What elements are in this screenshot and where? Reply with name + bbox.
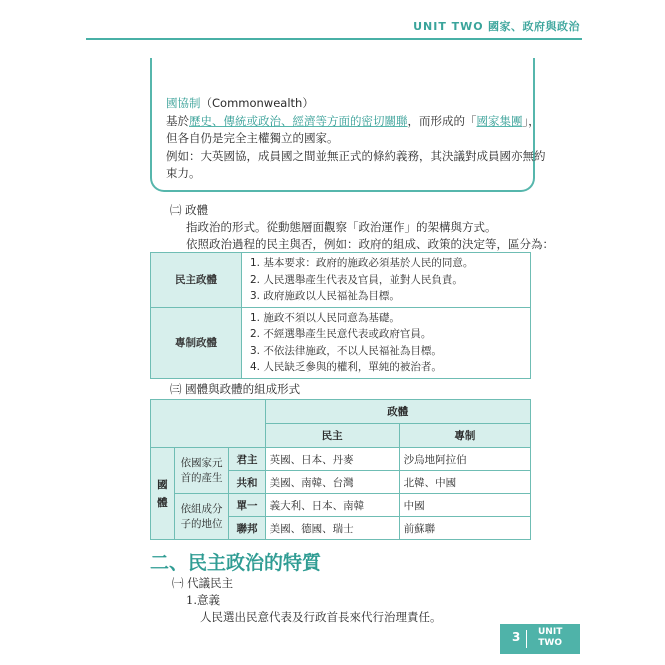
definition-text: 」， (522, 114, 540, 128)
cell-autocracy: 前蘇聯 (399, 517, 530, 540)
table-corner (151, 400, 266, 448)
group-member-status: 依組成分子的地位 (174, 494, 229, 540)
section-3-title: 國體與政體的組成形式 (185, 382, 301, 396)
definition-highlight-2: 國家集團 (476, 114, 523, 128)
definition-line-3: 例如：大英國協，成員國之間並無正式的條約義務，其決議對成員國亦無約 (166, 149, 546, 163)
side-label-state-form: 國體 (151, 448, 175, 540)
definition-term: 國協制 (166, 96, 201, 110)
forms-table (150, 399, 531, 540)
table-row (151, 494, 531, 517)
definition-line-2: 但各自仍是完全主權獨立的國家。 (166, 131, 339, 145)
header-democracy: 民主 (265, 424, 399, 448)
type-monarchy: 君主 (229, 448, 265, 471)
list-item: 1. 基本要求：政府的施政必須基於人民的同意。 (250, 257, 474, 269)
regime-items-autocracy (242, 307, 531, 378)
cell-democracy: 義大利、日本、南韓 (265, 494, 399, 517)
section-2-title: 政體 (185, 203, 209, 217)
regime-table (150, 252, 531, 379)
definition-term-en: （Commonwealth） (200, 96, 314, 110)
table-row (151, 400, 531, 424)
subsection-marker: ㈠ (172, 576, 184, 590)
page-tab-divider (526, 630, 527, 648)
section-2-heading (170, 202, 208, 218)
regime-label-autocracy: 專制政體 (151, 307, 242, 378)
page-tab-unit-line-1: UNIT (538, 627, 563, 637)
header-rule (86, 38, 582, 40)
cell-autocracy: 北韓、中國 (399, 471, 530, 494)
list-item: 2. 人民選舉產生代表及官員，並對人民負責。 (250, 273, 463, 286)
table-row (151, 253, 531, 308)
list-item: 2. 不經選舉產生民意代表或政府官員。 (250, 328, 432, 340)
type-unitary: 單一 (229, 494, 265, 517)
chapter-title: 國家、政府與政治 (488, 20, 580, 33)
definition-highlight: 歷史、傳統或政治、經濟等方面的密切關聯 (189, 114, 408, 128)
table-row (151, 448, 531, 471)
page-number: 3 (512, 630, 521, 644)
definition-text: ，而形成的「 (407, 114, 477, 128)
list-item: 3. 不依法律施政，不以人民福祉為目標。 (250, 344, 442, 357)
subsection-heading (172, 575, 233, 591)
list-item: 3. 政府施政以人民福祉為目標。 (250, 290, 400, 302)
regime-label-democracy: 民主政體 (151, 253, 242, 308)
section-2-marker: ㈡ (170, 203, 182, 217)
subsection-title: 代議民主 (187, 576, 234, 590)
section-heading: 二、民主政治的特質 (150, 552, 322, 574)
running-header (380, 18, 580, 34)
type-federal: 聯邦 (229, 517, 265, 540)
page-tab (500, 624, 580, 654)
page-tab-unit-line-2: TWO (538, 638, 563, 648)
definition-line-1 (166, 112, 540, 130)
regime-items-democracy (242, 253, 531, 308)
page-tab-unit (538, 627, 562, 649)
group-head-of-state: 依國家元首的產生 (174, 448, 229, 494)
table-row (151, 307, 531, 378)
list-item: 4. 人民缺乏參與的權利，單純的被治者。 (250, 361, 442, 373)
definition-term-line (166, 94, 314, 112)
list-item: 1. 施政不須以人民同意為基礎。 (250, 311, 400, 324)
cell-autocracy: 沙烏地阿拉伯 (399, 448, 530, 471)
cell-democracy: 美國、南韓、台灣 (265, 471, 399, 494)
cell-democracy: 英國、日本、丹麥 (265, 448, 399, 471)
cell-democracy: 美國、德國、瑞士 (265, 517, 399, 540)
unit-label: UNIT TWO (413, 20, 484, 33)
subsection-point: 1.意義 (186, 593, 220, 607)
header-regime: 政體 (265, 400, 530, 424)
cell-autocracy: 中國 (399, 494, 530, 517)
subsection-text: 人民選出民意代表及行政首長來代行治理責任。 (200, 610, 442, 624)
header-autocracy: 專制 (399, 424, 530, 448)
section-2-line-2: 依照政治過程的民主與否，例如：政府的組成、政策的決定等，區分為： (186, 237, 554, 251)
section-2-line-1: 指政治的形式。從動態層面觀察「政治運作」的架構與方式。 (186, 220, 497, 234)
section-3-heading (170, 381, 300, 397)
definition-text: 基於 (166, 114, 189, 128)
definition-line-4: 束力。 (166, 166, 201, 180)
section-3-marker: ㈢ (170, 382, 182, 396)
type-republic: 共和 (229, 471, 265, 494)
